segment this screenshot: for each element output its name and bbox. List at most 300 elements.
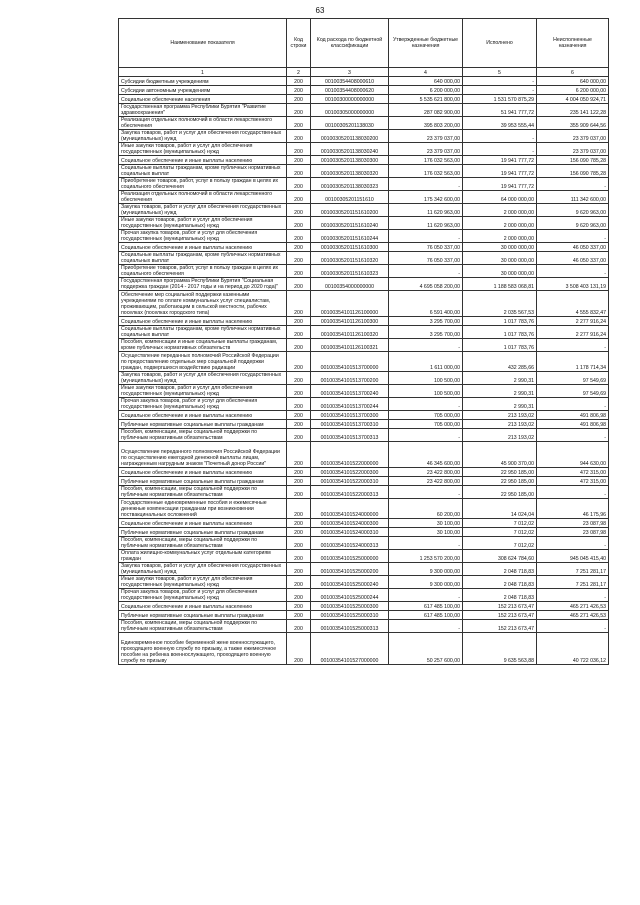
row-approved: 100 500,00 <box>389 372 463 385</box>
table-row <box>119 243 609 252</box>
row-name: Прочая закупка товаров, работ и услуг для обеспечения государственных (муниципальных) нужд <box>119 589 287 602</box>
table-row <box>119 95 609 104</box>
row-budget-code: 00100305201138030200 <box>311 130 389 143</box>
header-name: Наименование показателя <box>119 19 287 68</box>
row-name: Иные закупки товаров, работ и услуг для обеспечения государственных (муниципальных) нужд <box>119 143 287 156</box>
row-unexecuted: 945 045 415,40 <box>537 550 609 563</box>
row-line-code: 200 <box>287 602 311 611</box>
header-unexecuted: Неисполненные назначения <box>537 19 609 68</box>
row-budget-code: 00100305000000000 <box>311 104 389 117</box>
row-line-code: 200 <box>287 317 311 326</box>
row-approved: 5 535 621 800,00 <box>389 95 463 104</box>
table-row <box>119 385 609 398</box>
row-name: Государственная программа Республики Бурятия "Социальная поддержка граждан (2014 - 2017 годы и на период до 2020 года)" <box>119 278 287 291</box>
row-executed: 19 941 777,72 <box>463 156 537 165</box>
row-budget-code: 00100354408000620 <box>311 86 389 95</box>
row-budget-code: 00100354000000000 <box>311 278 389 291</box>
row-line-code: 200 <box>287 86 311 95</box>
row-unexecuted: 23 087,98 <box>537 528 609 537</box>
row-executed: - <box>463 86 537 95</box>
row-name: Социальное обеспечение и иные выплаты населению <box>119 156 287 165</box>
row-budget-code: 00100354101513700244 <box>311 398 389 411</box>
table-row <box>119 326 609 339</box>
row-approved: 3 295 700,00 <box>389 317 463 326</box>
row-line-code: 200 <box>287 620 311 633</box>
row-approved: 640 000,00 <box>389 77 463 86</box>
row-budget-code: 00100354408000610 <box>311 77 389 86</box>
row-executed: 2 990,31 <box>463 398 537 411</box>
row-executed: 1 531 570 875,29 <box>463 95 537 104</box>
row-executed: 432 285,66 <box>463 352 537 372</box>
row-approved: 46 345 600,00 <box>389 442 463 468</box>
row-unexecuted: 111 342 600,00 <box>537 191 609 204</box>
row-name: Реализация отдельных полномочий в области лекарственного обеспечения <box>119 117 287 130</box>
row-approved: - <box>389 230 463 243</box>
row-unexecuted: 9 620 963,00 <box>537 204 609 217</box>
row-line-code: 200 <box>287 130 311 143</box>
row-name: Пособия, компенсации и иные социальные выплаты гражданам, кроме публичных нормативных обязательств <box>119 339 287 352</box>
table-row <box>119 589 609 602</box>
budget-table <box>118 18 609 665</box>
row-name: Пособия, компенсации, меры социальной поддержки по публичным нормативным обязательствам <box>119 486 287 499</box>
row-name: Осуществление переданного полномочия Российской Федерации по осуществлению ежегодной денежной выплаты лицам, награжденным нагрудным знаком "Почетный донор России" <box>119 442 287 468</box>
row-approved: 6 200 000,00 <box>389 86 463 95</box>
row-name: Государственная программа Республики Бурятия "Развитие здравоохранения" <box>119 104 287 117</box>
table-row <box>119 178 609 191</box>
row-approved: 60 200,00 <box>389 499 463 519</box>
table-row <box>119 130 609 143</box>
row-budget-code: 00100354101126100300 <box>311 317 389 326</box>
table-row <box>119 117 609 130</box>
row-name: Закупка товаров, работ и услуг для обеспечения государственных (муниципальных) нужд <box>119 130 287 143</box>
row-unexecuted: - <box>537 339 609 352</box>
row-budget-code: 00100354101126100000 <box>311 291 389 317</box>
row-executed: 2 000 000,00 <box>463 217 537 230</box>
row-approved: 23 422 800,00 <box>389 468 463 477</box>
row-executed: 213 193,02 <box>463 420 537 429</box>
row-unexecuted: 156 090 785,28 <box>537 156 609 165</box>
row-unexecuted: 7 251 281,17 <box>537 576 609 589</box>
col-number: 1 <box>119 68 287 77</box>
row-approved: 100 500,00 <box>389 385 463 398</box>
row-budget-code: 00100354101524000310 <box>311 528 389 537</box>
row-approved: 11 620 963,00 <box>389 204 463 217</box>
row-approved: 50 257 600,00 <box>389 633 463 665</box>
table-row <box>119 339 609 352</box>
row-approved: - <box>389 486 463 499</box>
row-unexecuted: 156 090 785,28 <box>537 165 609 178</box>
row-approved: - <box>389 339 463 352</box>
row-budget-code: 00100305201151610200 <box>311 204 389 217</box>
row-line-code: 200 <box>287 291 311 317</box>
row-budget-code: 00100354101513700240 <box>311 385 389 398</box>
row-budget-code: 00100354101513700310 <box>311 420 389 429</box>
row-executed: 152 213 673,47 <box>463 611 537 620</box>
row-unexecuted: 6 200 000,00 <box>537 86 609 95</box>
row-name: Иные закупки товаров, работ и услуг для обеспечения государственных (муниципальных) нужд <box>119 576 287 589</box>
table-row <box>119 165 609 178</box>
row-approved: - <box>389 537 463 550</box>
row-budget-code: 00100300000000000 <box>311 95 389 104</box>
table-row <box>119 620 609 633</box>
row-unexecuted: - <box>537 537 609 550</box>
row-executed: 1 017 783,76 <box>463 317 537 326</box>
row-unexecuted: 944 630,00 <box>537 442 609 468</box>
row-line-code: 200 <box>287 528 311 537</box>
row-unexecuted: 46 175,96 <box>537 499 609 519</box>
row-line-code: 200 <box>287 411 311 420</box>
row-budget-code: 00100354101524000313 <box>311 537 389 550</box>
row-executed: 39 953 555,44 <box>463 117 537 130</box>
row-line-code: 200 <box>287 550 311 563</box>
row-budget-code: 00100305201138030323 <box>311 178 389 191</box>
row-unexecuted: 9 620 963,00 <box>537 217 609 230</box>
row-executed: 45 900 370,00 <box>463 442 537 468</box>
col-number: 3 <box>311 68 389 77</box>
row-budget-code: 00100354101525000244 <box>311 589 389 602</box>
row-executed: 2 048 718,83 <box>463 563 537 576</box>
row-unexecuted: - <box>537 398 609 411</box>
row-budget-code: 00100354101525000300 <box>311 602 389 611</box>
row-budget-code: 00100354101525000313 <box>311 620 389 633</box>
row-executed: 152 213 673,47 <box>463 602 537 611</box>
row-unexecuted: 46 050 337,00 <box>537 243 609 252</box>
row-executed: 30 000 000,00 <box>463 243 537 252</box>
row-approved: - <box>389 429 463 442</box>
table-row <box>119 86 609 95</box>
row-executed: 2 000 000,00 <box>463 230 537 243</box>
row-unexecuted: 491 806,98 <box>537 420 609 429</box>
row-line-code: 200 <box>287 398 311 411</box>
row-budget-code: 00100354101525000000 <box>311 550 389 563</box>
row-executed: 152 213 673,47 <box>463 620 537 633</box>
table-row <box>119 372 609 385</box>
table-row <box>119 317 609 326</box>
row-executed: 2 000 000,00 <box>463 204 537 217</box>
row-executed: 19 941 777,72 <box>463 165 537 178</box>
row-name: Закупка товаров, работ и услуг для обеспечения государственных (муниципальных) нужд <box>119 372 287 385</box>
row-line-code: 200 <box>287 143 311 156</box>
row-unexecuted: 23 379 037,00 <box>537 143 609 156</box>
row-unexecuted: - <box>537 178 609 191</box>
table-row <box>119 633 609 665</box>
row-approved: - <box>389 620 463 633</box>
row-executed: - <box>463 143 537 156</box>
row-line-code: 200 <box>287 243 311 252</box>
row-unexecuted: 2 277 916,24 <box>537 326 609 339</box>
row-executed: 213 193,02 <box>463 429 537 442</box>
row-approved: 23 379 037,00 <box>389 130 463 143</box>
row-unexecuted: 23 087,98 <box>537 519 609 528</box>
table-row <box>119 191 609 204</box>
row-line-code: 200 <box>287 95 311 104</box>
row-line-code: 200 <box>287 589 311 602</box>
row-unexecuted: 23 379 037,00 <box>537 130 609 143</box>
row-name: Государственные единовременные пособия и ежемесячные денежные компенсации гражданам при возникновении поствакцинальных осложнений <box>119 499 287 519</box>
row-line-code: 200 <box>287 352 311 372</box>
table-row <box>119 265 609 278</box>
row-approved: 76 050 337,00 <box>389 252 463 265</box>
row-budget-code: 00100354101524000000 <box>311 499 389 519</box>
row-line-code: 200 <box>287 576 311 589</box>
row-name: Закупка товаров, работ и услуг для обеспечения государственных (муниципальных) нужд <box>119 563 287 576</box>
row-budget-code: 00100354101513700300 <box>311 411 389 420</box>
row-name: Обеспечение мер социальной поддержки казенными учреждениями по оплате коммунальных услуг специалистам, проживающим, работающим в сельской местности, рабочих поселках (поселках городского типа) <box>119 291 287 317</box>
col-number: 4 <box>389 68 463 77</box>
row-name: Субсидии автономным учреждениям <box>119 86 287 95</box>
row-budget-code: 00100305201151610244 <box>311 230 389 243</box>
row-name: Иные закупки товаров, работ и услуг для обеспечения государственных (муниципальных) нужд <box>119 385 287 398</box>
table-row <box>119 477 609 486</box>
row-budget-code: 00100305201138030240 <box>311 143 389 156</box>
row-line-code: 200 <box>287 117 311 130</box>
row-name: Социальное обеспечение населения <box>119 95 287 104</box>
row-line-code: 200 <box>287 611 311 620</box>
row-approved: 30 100,00 <box>389 519 463 528</box>
row-budget-code: 00100354101513700000 <box>311 352 389 372</box>
row-line-code: 200 <box>287 191 311 204</box>
row-approved: 617 485 100,00 <box>389 611 463 620</box>
row-approved: 9 300 000,00 <box>389 576 463 589</box>
table-row <box>119 611 609 620</box>
row-approved: 1 253 570 200,00 <box>389 550 463 563</box>
row-approved: 9 300 000,00 <box>389 563 463 576</box>
row-budget-code: 00100305201151610300 <box>311 243 389 252</box>
row-approved: 23 379 037,00 <box>389 143 463 156</box>
row-approved: 705 000,00 <box>389 411 463 420</box>
row-name: Приобретение товаров, работ, услуг в пользу граждан в целях их социального обеспечения <box>119 265 287 278</box>
table-row <box>119 411 609 420</box>
row-budget-code: 00100354101126100321 <box>311 339 389 352</box>
row-executed: 30 000 000,00 <box>463 265 537 278</box>
row-approved: 176 032 563,00 <box>389 156 463 165</box>
row-approved: 23 422 800,00 <box>389 477 463 486</box>
row-executed: 1 017 783,76 <box>463 326 537 339</box>
row-executed: 64 000 000,00 <box>463 191 537 204</box>
col-number: 2 <box>287 68 311 77</box>
row-budget-code: 00100354101525000200 <box>311 563 389 576</box>
row-executed: 7 012,02 <box>463 519 537 528</box>
row-line-code: 200 <box>287 420 311 429</box>
row-budget-code: 00100354101522000000 <box>311 442 389 468</box>
row-executed: 1 017 783,76 <box>463 339 537 352</box>
table-row <box>119 217 609 230</box>
row-line-code: 200 <box>287 156 311 165</box>
row-unexecuted: 4 004 050 924,71 <box>537 95 609 104</box>
row-line-code: 200 <box>287 537 311 550</box>
row-approved: - <box>389 178 463 191</box>
row-approved: 76 050 337,00 <box>389 243 463 252</box>
row-executed: 2 990,31 <box>463 385 537 398</box>
row-executed: 2 048 718,83 <box>463 589 537 602</box>
table-row <box>119 143 609 156</box>
row-name: Публичные нормативные социальные выплаты гражданам <box>119 528 287 537</box>
row-budget-code: 00100354101525000310 <box>311 611 389 620</box>
row-unexecuted: - <box>537 230 609 243</box>
row-unexecuted: 97 549,69 <box>537 385 609 398</box>
row-executed: 22 950 185,00 <box>463 486 537 499</box>
row-executed: 22 950 185,00 <box>463 477 537 486</box>
row-unexecuted: 40 722 036,12 <box>537 633 609 665</box>
table-row <box>119 442 609 468</box>
row-line-code: 200 <box>287 217 311 230</box>
row-name: Иные закупки товаров, работ и услуг для обеспечения государственных (муниципальных) нужд <box>119 217 287 230</box>
row-unexecuted: 355 909 644,56 <box>537 117 609 130</box>
row-approved: 395 803 200,00 <box>389 117 463 130</box>
row-name: Прочая закупка товаров, работ и услуг для обеспечения государственных (муниципальных) нужд <box>119 398 287 411</box>
row-budget-code: 00100354101126100320 <box>311 326 389 339</box>
row-line-code: 200 <box>287 339 311 352</box>
row-executed: 7 012,02 <box>463 528 537 537</box>
row-unexecuted: - <box>537 486 609 499</box>
row-approved: - <box>389 265 463 278</box>
row-approved: 617 485 100,00 <box>389 602 463 611</box>
row-unexecuted: 7 251 281,17 <box>537 563 609 576</box>
row-unexecuted: 4 555 832,47 <box>537 291 609 317</box>
table-row <box>119 576 609 589</box>
table-row <box>119 278 609 291</box>
row-executed: 213 193,02 <box>463 411 537 420</box>
row-name: Публичные нормативные социальные выплаты гражданам <box>119 420 287 429</box>
row-approved: 30 100,00 <box>389 528 463 537</box>
table-row <box>119 602 609 611</box>
row-line-code: 200 <box>287 372 311 385</box>
row-unexecuted: 97 549,69 <box>537 372 609 385</box>
row-name: Социальное обеспечение и иные выплаты населению <box>119 602 287 611</box>
row-budget-code: 00100354101525000240 <box>311 576 389 589</box>
row-approved: 6 591 400,00 <box>389 291 463 317</box>
row-line-code: 200 <box>287 204 311 217</box>
row-name: Пособия, компенсации, меры социальной поддержки по публичным нормативным обязательствам <box>119 429 287 442</box>
row-approved: - <box>389 589 463 602</box>
row-line-code: 200 <box>287 252 311 265</box>
row-line-code: 200 <box>287 442 311 468</box>
row-unexecuted: 465 271 426,53 <box>537 602 609 611</box>
row-line-code: 200 <box>287 104 311 117</box>
row-unexecuted: - <box>537 620 609 633</box>
row-line-code: 200 <box>287 429 311 442</box>
row-executed: 30 000 000,00 <box>463 252 537 265</box>
row-unexecuted: 1 178 714,34 <box>537 352 609 372</box>
table-row <box>119 563 609 576</box>
header-budget-code: Код расхода по бюджетной классификации <box>311 19 389 68</box>
row-budget-code: 00100354101522000300 <box>311 468 389 477</box>
table-body <box>119 77 609 665</box>
row-budget-code: 00100305201151610 <box>311 191 389 204</box>
row-budget-code: 00100305201138030320 <box>311 165 389 178</box>
table-row <box>119 550 609 563</box>
row-executed: 19 941 777,72 <box>463 178 537 191</box>
table-row <box>119 398 609 411</box>
row-name: Публичные нормативные социальные выплаты гражданам <box>119 477 287 486</box>
row-approved: 705 000,00 <box>389 420 463 429</box>
row-name: Закупка товаров, работ и услуг для обеспечения государственных (муниципальных) нужд <box>119 204 287 217</box>
row-line-code: 200 <box>287 499 311 519</box>
row-executed: 9 635 563,88 <box>463 633 537 665</box>
table-row <box>119 104 609 117</box>
row-executed: 1 188 583 068,81 <box>463 278 537 291</box>
row-approved: 176 032 563,00 <box>389 165 463 178</box>
row-name: Субсидии бюджетным учреждениям <box>119 77 287 86</box>
table-row <box>119 230 609 243</box>
row-unexecuted: 472 315,00 <box>537 477 609 486</box>
page-number: 63 <box>315 6 325 15</box>
row-line-code: 200 <box>287 326 311 339</box>
row-approved: 11 620 963,00 <box>389 217 463 230</box>
row-name: Социальные выплаты гражданам, кроме публичных нормативных социальных выплат <box>119 252 287 265</box>
row-budget-code: 00100354101522000313 <box>311 486 389 499</box>
row-unexecuted: 472 315,00 <box>537 468 609 477</box>
row-approved: - <box>389 398 463 411</box>
table-row <box>119 429 609 442</box>
row-approved: 1 611 000,00 <box>389 352 463 372</box>
col-number: 6 <box>537 68 609 77</box>
row-unexecuted: 235 141 122,28 <box>537 104 609 117</box>
header-approved: Утвержденные бюджетные назначения <box>389 19 463 68</box>
row-name: Прочая закупка товаров, работ и услуг для обеспечения государственных (муниципальных) нужд <box>119 230 287 243</box>
row-budget-code: 00100305201138030 <box>311 117 389 130</box>
row-unexecuted: - <box>537 589 609 602</box>
table-row <box>119 204 609 217</box>
row-line-code: 200 <box>287 178 311 191</box>
row-approved: 287 082 900,00 <box>389 104 463 117</box>
table-row <box>119 468 609 477</box>
row-unexecuted: - <box>537 265 609 278</box>
row-executed: - <box>463 77 537 86</box>
row-line-code: 200 <box>287 477 311 486</box>
row-unexecuted: 3 508 403 131,19 <box>537 278 609 291</box>
row-line-code: 200 <box>287 519 311 528</box>
table-row <box>119 537 609 550</box>
row-executed: 7 012,02 <box>463 537 537 550</box>
row-approved: 3 295 700,00 <box>389 326 463 339</box>
table-header <box>119 19 609 77</box>
row-name: Социальное обеспечение и иные выплаты населению <box>119 468 287 477</box>
row-executed: 2 990,31 <box>463 372 537 385</box>
row-line-code: 200 <box>287 77 311 86</box>
row-line-code: 200 <box>287 230 311 243</box>
row-budget-code: 00100305201151610240 <box>311 217 389 230</box>
row-name: Реализация отдельных полномочий в области лекарственного обеспечения <box>119 191 287 204</box>
row-budget-code: 00100305201151610320 <box>311 252 389 265</box>
row-line-code: 200 <box>287 486 311 499</box>
table-row <box>119 519 609 528</box>
row-name: Единовременное пособие беременной жене военнослужащего, проходящего военную службу по призыву, а также ежемесячное пособие на ребенка военнослужащего, проходящего военную службу по призыву <box>119 633 287 665</box>
table-row <box>119 499 609 519</box>
row-line-code: 200 <box>287 563 311 576</box>
row-budget-code: 00100354101522000310 <box>311 477 389 486</box>
row-unexecuted: - <box>537 429 609 442</box>
row-approved: 175 342 600,00 <box>389 191 463 204</box>
col-number: 5 <box>463 68 537 77</box>
row-name: Социальное обеспечение и иные выплаты населению <box>119 317 287 326</box>
table-row <box>119 77 609 86</box>
row-name: Публичные нормативные социальные выплаты гражданам <box>119 611 287 620</box>
row-executed: - <box>463 130 537 143</box>
row-line-code: 200 <box>287 278 311 291</box>
row-name: Оплата жилищно-коммунальных услуг отдельным категориям граждан <box>119 550 287 563</box>
row-name: Осуществление переданных полномочий Российской Федерации по предоставлению отдельных мер социальной поддержки граждан, подвергшихся воздействию радиации <box>119 352 287 372</box>
row-unexecuted: 465 271 426,53 <box>537 611 609 620</box>
row-budget-code: 00100354101513700200 <box>311 372 389 385</box>
row-line-code: 200 <box>287 385 311 398</box>
row-name: Социальное обеспечение и иные выплаты населению <box>119 243 287 252</box>
header-executed: Исполнено <box>463 19 537 68</box>
row-budget-code: 00100354101524000300 <box>311 519 389 528</box>
table-row <box>119 252 609 265</box>
row-name: Приобретение товаров, работ, услуг в пользу граждан в целях их социального обеспечения <box>119 178 287 191</box>
table-row <box>119 156 609 165</box>
